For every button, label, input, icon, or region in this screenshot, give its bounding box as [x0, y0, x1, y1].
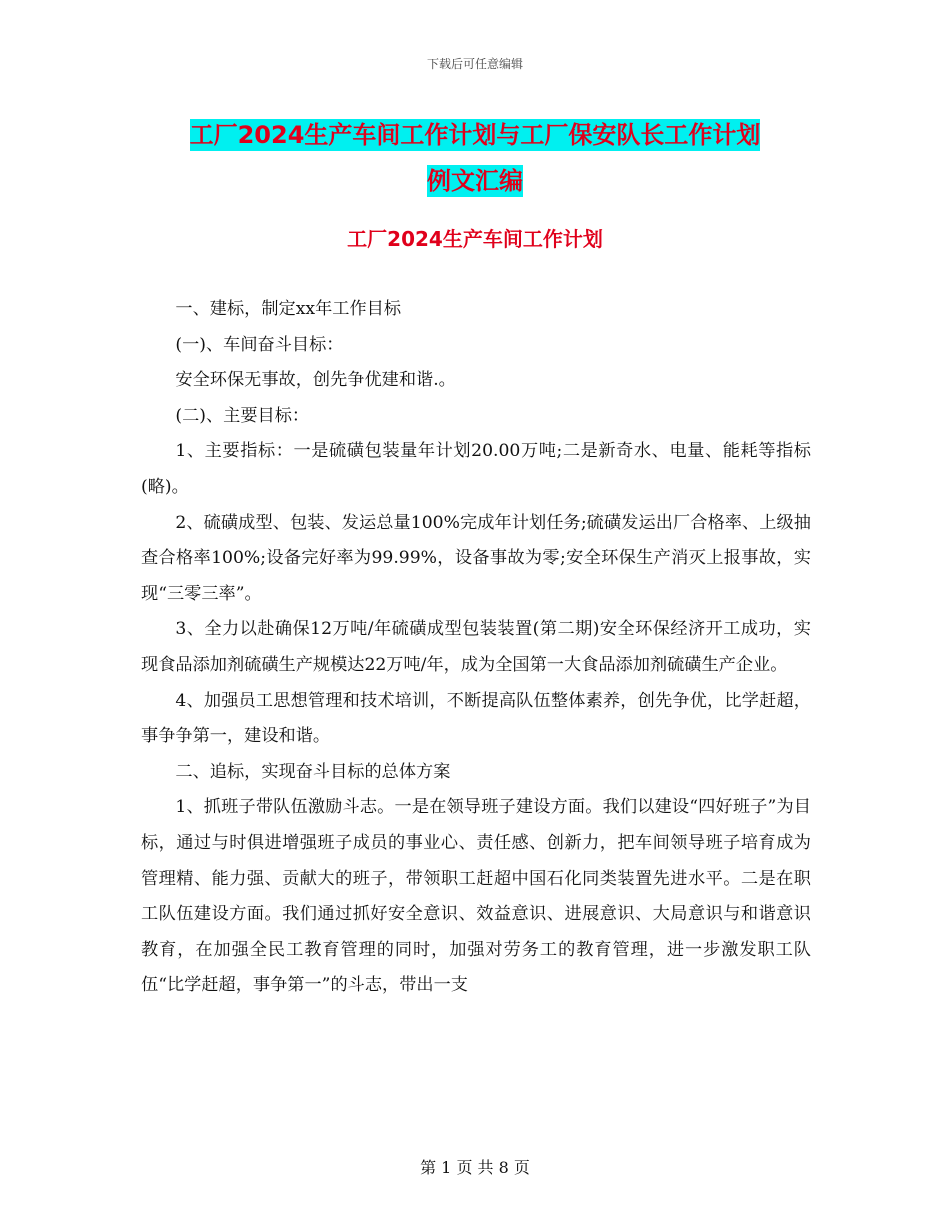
document-body — [141, 292, 811, 1004]
paragraph: 1、抓班子带队伍激励斗志。一是在领导班子建设方面。我们以建设“四好班子”为目标，通过与时俱进增强班子成员的事业心、责任感、创新力，把车间领导班子培育成为管理精、能力强、贡献大的班子，带领职工赶超中国石化同类装置先进水平。二是在职工队伍建设方面。我们通过抓好安全意识、效益意识、进展意识、大局意识与和谐意识教育，在加强全民工教育管理的同时，加强对劳务工的教育管理，进一步激发职工队伍“比学赶超，事争第一”的斗志，带出一支 — [141, 797, 811, 996]
paragraph: 安全环保无事故，创先争优建和谐.。 — [175, 370, 456, 391]
document-title-line-2: 例文汇编 — [427, 167, 523, 195]
document-title — [130, 112, 820, 204]
paragraph: 一、建标，制定xx年工作目标 — [175, 299, 402, 319]
page-number: 第 1 页 共 8 页 — [420, 1158, 530, 1177]
paragraph: 2、硫磺成型、包装、发运总量100%完成年计划任务;硫磺发运出厂合格率、上级抽查合格率100%;设备完好率为99.99%，设备事故为零;安全环保生产消灭上报事故，实现“三零三率”。 — [141, 512, 811, 604]
paragraph: 1、主要指标：一是硫磺包装量年计划20.00万吨;二是新奇水、电量、能耗等指标(略)。 — [141, 441, 811, 497]
paragraph: 3、全力以赴确保12万吨/年硫磺成型包装装置(第二期)安全环保经济开工成功，实现食品添加剂硫磺生产规模达22万吨/年，成为全国第一大食品添加剂硫磺生产企业。 — [141, 619, 811, 675]
document-title-line-1: 工厂2024生产车间工作计划与工厂保安队长工作计划 — [189, 121, 761, 149]
paragraph: 4、加强员工思想管理和技术培训，不断提高队伍整体素养，创先争优，比学赶超，事争争第一，建设和谐。 — [141, 690, 811, 747]
page-header-note: 下载后可任意编辑 — [426, 57, 523, 71]
paragraph: (二)、主要目标： — [175, 405, 310, 426]
paragraph: 二、追标，实现奋斗目标的总体方案 — [175, 761, 451, 782]
section-title: 工厂2024生产车间工作计划 — [347, 227, 603, 251]
paragraph: (一)、车间奋斗目标： — [175, 334, 344, 355]
